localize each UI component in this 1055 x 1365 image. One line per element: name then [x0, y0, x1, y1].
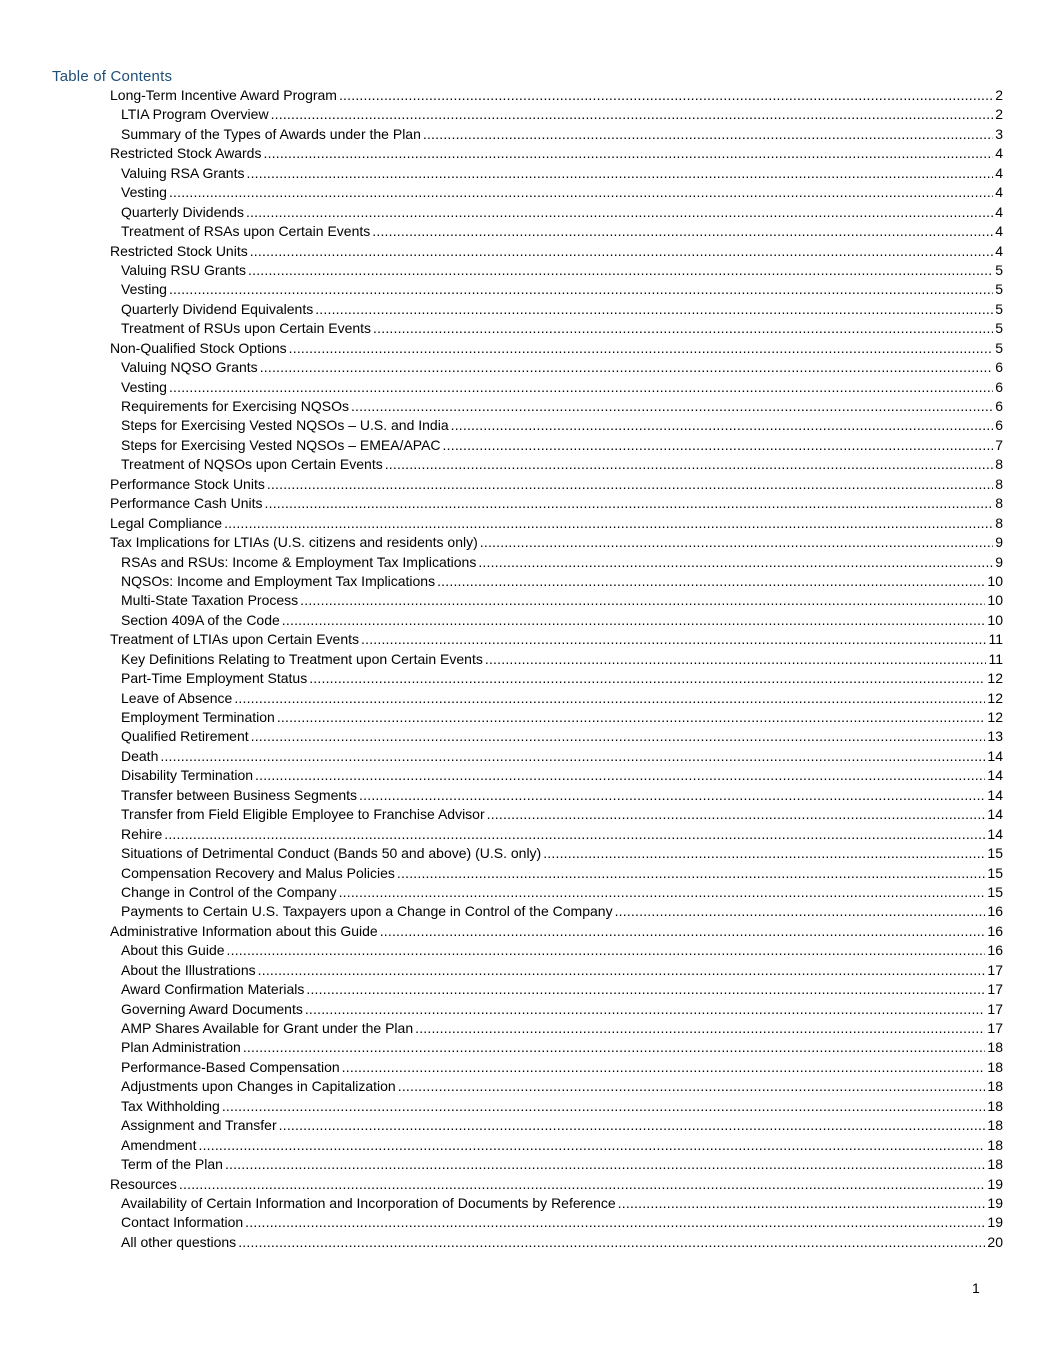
toc-page-number: 8 [995, 456, 1003, 473]
toc-entry-title: Employment Termination [121, 709, 275, 725]
toc-dot-leader [245, 1213, 985, 1232]
toc-page-number: 5 [995, 261, 1003, 278]
toc-subentry-link[interactable] [110, 669, 1003, 688]
toc-entry-title: Change in Control of the Company [121, 883, 337, 900]
toc-entry-title: Death [121, 747, 159, 764]
toc-subentry-link[interactable] [110, 689, 1003, 708]
toc-subentry-link[interactable] [110, 1116, 1003, 1135]
toc-list [110, 86, 1003, 1252]
toc-dot-leader [339, 86, 993, 105]
toc-page-number: 4 [995, 145, 1003, 162]
toc-subentry-link[interactable] [110, 280, 1003, 299]
toc-entry-title: Quarterly Dividends [121, 203, 244, 220]
toc-dot-leader [398, 1077, 986, 1096]
toc-entry-link[interactable] [110, 1175, 1003, 1194]
toc-subentry-link[interactable] [110, 786, 1003, 805]
toc-entry-title: Tax Withholding [121, 1097, 220, 1114]
toc-entry-title: Summary of the Types of Awards under the Plan [121, 125, 421, 142]
toc-subentry-link[interactable] [110, 105, 1003, 124]
toc-page-number: 14 [987, 747, 1003, 764]
toc-page-number: 5 [995, 300, 1003, 317]
toc-entry-title: Vesting [121, 378, 167, 395]
toc-subentry-link[interactable] [110, 397, 1003, 416]
toc-dot-leader [279, 1116, 986, 1135]
toc-entry-link[interactable] [110, 494, 1003, 513]
toc-subentry-link[interactable] [110, 980, 1003, 999]
toc-dot-leader [451, 416, 994, 435]
toc-dot-leader [222, 1097, 986, 1116]
toc-page-number: 18 [987, 1058, 1003, 1075]
toc-entry-title: Performance Cash Units [110, 495, 263, 512]
toc-dot-leader [361, 630, 986, 649]
toc-subentry-link[interactable] [110, 1058, 1003, 1077]
toc-entry-title: Quarterly Dividend Equivalents [121, 300, 314, 317]
toc-dot-leader [246, 164, 993, 183]
toc-page-number: 17 [987, 1000, 1003, 1017]
toc-dot-leader [615, 902, 986, 921]
toc-dot-leader [339, 883, 986, 902]
toc-dot-leader [543, 844, 985, 863]
toc-page-number: 15 [987, 845, 1003, 862]
toc-subentry-link[interactable] [110, 1233, 1003, 1252]
toc-dot-leader [289, 339, 994, 358]
toc-page-number: 17 [987, 961, 1003, 978]
toc-page-number: 8 [995, 495, 1003, 512]
toc-page-number: 6 [995, 359, 1003, 376]
toc-dot-leader [480, 533, 993, 552]
toc-dot-leader [415, 1019, 985, 1038]
toc-page-number: 12 [987, 670, 1003, 687]
toc-entry-title: Steps for Exercising Vested NQSOs – U.S. and India [121, 417, 449, 434]
toc-subentry-link[interactable] [110, 416, 1003, 435]
toc-subentry-link[interactable] [110, 319, 1003, 338]
toc-entry-title: Treatment of NQSOs upon Certain Events [121, 456, 383, 473]
toc-subentry-link[interactable] [110, 611, 1003, 630]
toc-entry-title: Long-Term Incentive Award Program [110, 87, 337, 103]
toc-page-number: 4 [995, 203, 1003, 220]
toc-page-number: 2 [995, 106, 1003, 123]
toc-page-number: 6 [995, 378, 1003, 395]
toc-dot-leader [282, 611, 986, 630]
toc-dot-leader [227, 941, 986, 960]
toc-page-number: 7 [995, 436, 1003, 453]
toc-dot-leader [179, 1175, 986, 1194]
toc-subentry-link[interactable] [110, 1000, 1003, 1019]
toc-dot-leader [487, 805, 986, 824]
toc-entry-title: Compensation Recovery and Malus Policies [121, 864, 395, 881]
toc-entry-title: Treatment of RSAs upon Certain Events [121, 223, 371, 240]
toc-page-number: 18 [987, 1156, 1003, 1173]
toc-page-number: 12 [987, 709, 1003, 725]
toc-dot-leader [169, 183, 993, 202]
toc-entry-title: Treatment of RSUs upon Certain Events [121, 320, 372, 337]
toc-subentry-link[interactable] [110, 378, 1003, 397]
toc-dot-leader [248, 261, 993, 280]
toc-dot-leader [255, 766, 985, 785]
toc-page-number: 18 [987, 1097, 1003, 1114]
toc-page-number: 19 [987, 1214, 1003, 1231]
toc-subentry-link[interactable] [110, 1097, 1003, 1116]
toc-dot-leader [250, 242, 993, 261]
toc-entry-title: AMP Shares Available for Grant under the Plan [121, 1020, 414, 1036]
toc-page-number: 18 [987, 1117, 1003, 1134]
toc-subentry-link[interactable] [110, 455, 1003, 474]
toc-dot-leader [397, 864, 986, 883]
toc-page-number: 8 [995, 475, 1003, 492]
toc-entry-title: Administrative Information about this Guide [110, 922, 378, 939]
toc-entry-title: Transfer between Business Segments [121, 786, 358, 803]
toc-dot-leader [224, 514, 993, 533]
toc-page-number: 14 [987, 786, 1003, 803]
toc-dot-leader [443, 436, 994, 455]
toc-dot-leader [258, 961, 986, 980]
toc-subentry-link[interactable] [110, 1155, 1003, 1174]
toc-dot-leader [251, 727, 986, 746]
toc-title: Table of Contents [52, 68, 173, 85]
toc-dot-leader [246, 203, 993, 222]
toc-dot-leader [437, 572, 985, 591]
toc-entry-title: Valuing RSU Grants [121, 261, 247, 278]
toc-entry-title: All other questions [121, 1233, 237, 1250]
toc-entry-title: Legal Compliance [110, 514, 223, 531]
toc-subentry-link[interactable] [110, 708, 1003, 727]
toc-dot-leader [305, 1000, 986, 1019]
toc-dot-leader [160, 747, 985, 766]
toc-page-number: 19 [987, 1175, 1003, 1192]
toc-page-number: 15 [987, 864, 1003, 881]
toc-dot-leader [277, 708, 986, 727]
toc-subentry-link[interactable] [110, 203, 1003, 222]
toc-entry-title: Amendment [121, 1136, 197, 1153]
toc-page-number: 14 [987, 825, 1003, 842]
toc-subentry-link[interactable] [110, 183, 1003, 202]
toc-entry-link[interactable] [110, 144, 1003, 163]
toc-entry-title: Performance Stock Units [110, 475, 265, 492]
toc-entry-link[interactable] [110, 242, 1003, 261]
toc-dot-leader [265, 494, 994, 513]
toc-page-number: 16 [987, 942, 1003, 959]
toc-subentry-link[interactable] [110, 591, 1003, 610]
toc-subentry-link[interactable] [110, 805, 1003, 824]
toc-page-number: 17 [987, 1020, 1003, 1036]
toc-entry-title: About the Illustrations [121, 961, 256, 978]
toc-page-number: 10 [987, 611, 1003, 628]
toc-entry-title: Valuing RSA Grants [121, 164, 245, 181]
toc-entry-title: Payments to Certain U.S. Taxpayers upon a Change in Control of the Company [121, 903, 613, 920]
toc-entry-link[interactable] [110, 514, 1003, 533]
toc-dot-leader [169, 378, 993, 397]
toc-page-number: 11 [988, 650, 1003, 667]
toc-page-number: 9 [995, 534, 1003, 551]
toc-dot-leader [198, 1136, 985, 1155]
toc-dot-leader [478, 553, 993, 572]
toc-entry-title: Treatment of LTIAs upon Certain Events [110, 631, 360, 648]
toc-dot-leader [380, 922, 986, 941]
toc-subentry-link[interactable] [110, 727, 1003, 746]
toc-entry-link[interactable] [110, 533, 1003, 552]
toc-subentry-link[interactable] [110, 358, 1003, 377]
toc-entry-title: Restricted Stock Units [110, 242, 248, 259]
toc-subentry-link[interactable] [110, 1136, 1003, 1155]
toc-dot-leader [351, 397, 993, 416]
toc-entry-title: Restricted Stock Awards [110, 145, 262, 162]
toc-entry-title: Contact Information [121, 1214, 244, 1231]
toc-page-number: 10 [987, 572, 1003, 589]
toc-page-number: 18 [987, 1039, 1003, 1056]
toc-page-number: 3 [995, 125, 1003, 142]
toc-subentry-link[interactable] [110, 125, 1003, 144]
toc-entry-link[interactable] [110, 86, 1003, 105]
page-number: 1 [972, 1280, 980, 1296]
toc-dot-leader [423, 125, 993, 144]
toc-dot-leader [342, 1058, 986, 1077]
toc-entry-link[interactable] [110, 630, 1003, 649]
toc-subentry-link[interactable] [110, 650, 1003, 669]
toc-entry-link[interactable] [110, 339, 1003, 358]
toc-entry-title: Vesting [121, 281, 167, 298]
toc-subentry-link[interactable] [110, 1019, 1003, 1038]
toc-entry-title: Key Definitions Relating to Treatment upon Certain Events [121, 650, 483, 667]
toc-entry-title: Leave of Absence [121, 689, 233, 706]
toc-dot-leader [234, 689, 985, 708]
toc-dot-leader [309, 669, 985, 688]
toc-page-number: 4 [995, 184, 1003, 201]
toc-page-number: 9 [995, 553, 1003, 570]
toc-dot-leader [306, 980, 985, 999]
toc-entry-title: Non-Qualified Stock Options [110, 339, 287, 356]
toc-subentry-link[interactable] [110, 1213, 1003, 1232]
toc-page-number: 14 [987, 806, 1003, 823]
toc-entry-title: Availability of Certain Information and Incorporation of Documents by Reference [121, 1194, 616, 1211]
toc-subentry-link[interactable] [110, 825, 1003, 844]
toc-subentry-link[interactable] [110, 1077, 1003, 1096]
toc-dot-leader [618, 1194, 986, 1213]
toc-subentry-link[interactable] [110, 766, 1003, 785]
toc-entry-title: Performance-Based Compensation [121, 1058, 340, 1075]
toc-entry-link[interactable] [110, 922, 1003, 941]
toc-subentry-link[interactable] [110, 747, 1003, 766]
toc-page-number: 15 [987, 883, 1003, 900]
toc-subentry-link[interactable] [110, 883, 1003, 902]
toc-dot-leader [164, 825, 985, 844]
toc-subentry-link[interactable] [110, 261, 1003, 280]
toc-entry-title: Steps for Exercising Vested NQSOs – EMEA/APAC [121, 436, 441, 453]
toc-dot-leader [385, 455, 993, 474]
toc-page-number: 4 [995, 164, 1003, 181]
toc-entry-title: Plan Administration [121, 1039, 241, 1056]
toc-page-number: 6 [995, 398, 1003, 414]
toc-entry-title: RSAs and RSUs: Income & Employment Tax Implications [121, 553, 477, 570]
toc-page-number: 20 [987, 1233, 1003, 1250]
toc-dot-leader [359, 786, 985, 805]
toc-dot-leader [271, 105, 994, 124]
toc-dot-leader [225, 1155, 985, 1174]
toc-entry-title: Adjustments upon Changes in Capitalization [121, 1078, 396, 1095]
toc-entry-title: Valuing NQSO Grants [121, 359, 258, 376]
toc-dot-leader [372, 222, 993, 241]
toc-dot-leader [169, 280, 993, 299]
toc-entry-title: Section 409A of the Code [121, 611, 280, 628]
toc-page-number: 18 [987, 1078, 1003, 1095]
toc-entry-title: Part-Time Employment Status [121, 670, 308, 687]
toc-entry-title: Multi-State Taxation Process [121, 592, 299, 609]
toc-page-number: 4 [995, 223, 1003, 240]
toc-dot-leader [243, 1038, 986, 1057]
toc-dot-leader [263, 144, 993, 163]
toc-dot-leader [373, 319, 993, 338]
toc-entry-title: Rehire [121, 825, 163, 842]
toc-dot-leader [260, 358, 994, 377]
toc-entry-title: Term of the Plan [121, 1156, 223, 1173]
toc-page-number: 6 [995, 417, 1003, 434]
toc-dot-leader [485, 650, 987, 669]
toc-dot-leader [300, 591, 985, 610]
toc-subentry-link[interactable] [110, 961, 1003, 980]
toc-page-number: 17 [987, 981, 1003, 998]
toc-entry-title: Assignment and Transfer [121, 1117, 277, 1134]
toc-page-number: 10 [987, 592, 1003, 609]
toc-subentry-link[interactable] [110, 553, 1003, 572]
toc-entry-title: LTIA Program Overview [121, 106, 269, 123]
toc-subentry-link[interactable] [110, 222, 1003, 241]
toc-page-number: 19 [987, 1194, 1003, 1211]
toc-subentry-link[interactable] [110, 941, 1003, 960]
toc-entry-title: Vesting [121, 184, 167, 201]
toc-entry-title: Award Confirmation Materials [121, 981, 305, 998]
toc-page-number: 11 [988, 631, 1003, 648]
toc-page-number: 12 [987, 689, 1003, 706]
toc-page-number: 16 [987, 903, 1003, 920]
toc-page-number: 5 [995, 320, 1003, 337]
toc-subentry-link[interactable] [110, 902, 1003, 921]
toc-subentry-link[interactable] [110, 864, 1003, 883]
toc-page-number: 14 [987, 767, 1003, 784]
toc-entry-title: Situations of Detrimental Conduct (Bands 50 and above) (U.S. only) [121, 845, 542, 862]
toc-entry-title: Qualified Retirement [121, 728, 249, 745]
toc-page-number: 8 [995, 514, 1003, 531]
toc-subentry-link[interactable] [110, 164, 1003, 183]
toc-subentry-link[interactable] [110, 436, 1003, 455]
toc-entry-title: Tax Implications for LTIAs (U.S. citizens and residents only) [110, 534, 478, 551]
toc-entry-title: Governing Award Documents [121, 1000, 303, 1017]
toc-subentry-link[interactable] [110, 844, 1003, 863]
toc-page-number: 16 [987, 922, 1003, 939]
toc-page-number: 5 [995, 339, 1003, 356]
toc-subentry-link[interactable] [110, 1038, 1003, 1057]
toc-entry-title: NQSOs: Income and Employment Tax Implications [121, 572, 436, 589]
toc-subentry-link[interactable] [110, 572, 1003, 591]
toc-entry-title: Resources [110, 1175, 177, 1192]
toc-subentry-link[interactable] [110, 1194, 1003, 1213]
toc-dot-leader [315, 300, 993, 319]
toc-entry-link[interactable] [110, 475, 1003, 494]
toc-entry-title: Requirements for Exercising NQSOs [121, 398, 349, 414]
toc-page-number: 4 [995, 242, 1003, 259]
toc-page-number: 13 [987, 728, 1003, 745]
toc-entry-title: About this Guide [121, 942, 225, 959]
toc-entry-title: Transfer from Field Eligible Employee to Franchise Advisor [121, 806, 485, 823]
toc-entry-title: Disability Termination [121, 767, 254, 784]
toc-dot-leader [267, 475, 993, 494]
toc-page-number: 2 [995, 87, 1003, 103]
toc-page-number: 5 [995, 281, 1003, 298]
toc-subentry-link[interactable] [110, 300, 1003, 319]
toc-page-number: 18 [987, 1136, 1003, 1153]
toc-dot-leader [238, 1233, 985, 1252]
